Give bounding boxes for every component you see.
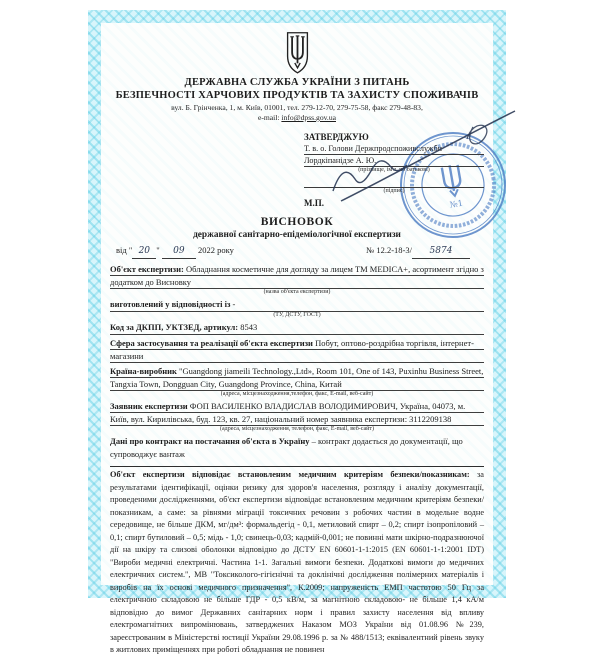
signature-caption: (підпис) [383, 188, 405, 194]
approver-name-caption: (прізвище, ім'я, по батькові) [358, 167, 430, 173]
agency-name-line2: БЕЗПЕЧНОСТІ ХАРЧОВИХ ПРОДУКТІВ ТА ЗАХИСТУ СПОЖИВАЧІВ [115, 90, 479, 101]
field-object-label: Об'єкт експертизи: [110, 264, 184, 274]
conclusion-body: за результатами ідентифікації, оцінки ризику для здоров'я населення, розгляду і аналізу документації, проведеними дослідженнями, об'єкт експертизи відповідає встановленим медичним критеріям безпеки/показникам, а саме: за рівнями міграції токсичних речовин з робочих частин в модельне водне середовище, не більше ДКМ, мг/дм³: формальдегід - 0,1, метиловий спирт – 0,2; спирт ізопропіловий – 0,1; спирт бутиловий – 0,5; мідь - 1,0; свинець-0,03; кадмій-0,001; не повинні мати шкірно-подразнюючої дії на шкіру та слизові оболонки відповідно до ДСТУ EN 60601-1-1:2015 (EN 60601-1-1:2001 IDT) "Вироби медичні електричні. Частина 1-1. Загальні вимоги безпеки. Додаткові вимоги до медичних електричних систем.", МВ "Токсиколого-гігієнічні та доклінічні дослідження полімерних матеріалів і виробів на їх основі медичного призначення", К.2009; напруженість ЕМП частотою 50 Гц за електричною складовою не більше ГДР - 0,5 кВ/м, за магнітною складовою- не більше 1,4 кА/м відповідно до вимог Державних санітарних норм і правил захисту населення від впливу електромагнітних випромінювань, затверджених Наказом МОЗ України від 01.08.96 №239, зареєстрованим в Міністерстві юстиції України 29.08.1996 р. за № 488/1513; еквівалентний рівень звуку в житлових приміщеннях при роботі обладнання не повинен [110, 470, 484, 654]
field-code-value: 8543 [240, 322, 258, 332]
agency-name-line1: ДЕРЖАВНА СЛУЖБА УКРАЇНИ З ПИТАНЬ [184, 77, 410, 88]
field-applicant [110, 400, 484, 426]
number-value-handwritten: 5874 [412, 244, 470, 259]
agency-email-link[interactable]: info@dpss.gov.ua [281, 113, 336, 122]
date-close-quote: " [156, 245, 160, 255]
form-fields [110, 263, 484, 657]
approve-heading: ЗАТВЕРДЖУЮ [304, 132, 369, 142]
field-manufacturer [110, 365, 484, 391]
field-object [110, 263, 484, 289]
approval-block [304, 132, 484, 209]
field-code [110, 321, 484, 335]
field-manufactured [110, 298, 484, 312]
field-manufactured-caption: (ТУ, ДСТУ, ГОСТ) [273, 312, 321, 318]
field-contract [110, 435, 484, 461]
document-title: ВИСНОВОК [260, 216, 334, 228]
date-prefix: від " [116, 245, 133, 255]
email-label: e-mail: [257, 113, 280, 122]
field-applicant-label: Заявник експертизи [110, 401, 188, 411]
stamp-number: №1 [448, 198, 464, 211]
certificate-page [88, 10, 506, 654]
conclusion-paragraph [110, 466, 484, 657]
field-applicant-value: ФОП ВАСИЛЕНКО ВЛАДИСЛАВ ВОЛОДИМИРОВИЧ, Україна, 04073, м. Київ, вул. Кирилівська, буд. 123, кв. 27, національний номер заявника експертизи: 3112209138 [110, 401, 466, 424]
date-day-handwritten: 20 [132, 244, 156, 259]
approver-name: Лордкіпанідзе А. Ю. [304, 155, 484, 167]
certificate-paper [101, 23, 493, 654]
field-applicant-caption: (адреса, місцезнаходження, телефон, факс, E-mail, веб-сайт) [220, 426, 374, 432]
date-year: 2022 [198, 245, 216, 255]
field-scope [110, 337, 484, 363]
agency-email-row [110, 113, 484, 123]
field-manufacturer-value: "Guangdong jiameili Technology.,Ltd», Room 101, One of 143, Puxinhu Business Street, Tangxia Town, Dongguan City, Guangdong Province, China, Китай [110, 366, 484, 389]
date-group [116, 243, 234, 259]
field-manufacturer-caption: (адреса, місцезнаходження,телефон, факс, E-mail, веб-сайт) [220, 391, 374, 397]
field-manufactured-label: виготовлений у відповідності із [110, 299, 231, 309]
date-month-handwritten: 09 [162, 244, 196, 259]
approver-position: Т. в. о. Голови Держпродспоживслужби [304, 143, 484, 155]
field-contract-label: Дані про контракт на постачання об'єкта в Україну [110, 436, 310, 446]
field-scope-value: Побут, оптово-роздрібна торгівля, інтернет-магазини [110, 338, 474, 361]
seal-place-label: М.П. [304, 198, 324, 208]
agency-address: вул. Б. Грінченка, 1, м. Київ, 01001, тел. 279-12-70, 279-75-58, факс 279-48-83, [171, 103, 423, 112]
field-manufacturer-label: Країна-виробник [110, 366, 177, 376]
field-scope-label: Сфера застосування та реалізації об'єкта експертизи [110, 338, 313, 348]
date-suffix: року [217, 245, 234, 255]
number-label: № 12.2-18-3/ [366, 245, 412, 255]
signature-line [304, 174, 484, 188]
field-object-caption: (назва об'єкта експертизи) [263, 289, 331, 295]
conclusion-lead: Об'єкт експертизи відповідає встановленим медичним критеріям безпеки/показникам: [110, 470, 470, 479]
field-code-label: Код за ДКПП, УКТЗЕД, артикул: [110, 322, 239, 332]
field-manufactured-value: - [232, 299, 236, 309]
field-object-value: Обладнання косметичне для догляду за лицем ТМ MEDICA+, асортимент згідно з додатком до Висновку [110, 264, 484, 287]
document-subtitle: державної санітарно-епідеміологічної експертизи [193, 230, 401, 240]
field-contract-value: – контракт додається до документації, що супроводжує вантаж [110, 436, 463, 459]
ukraine-trident-emblem [284, 31, 311, 75]
